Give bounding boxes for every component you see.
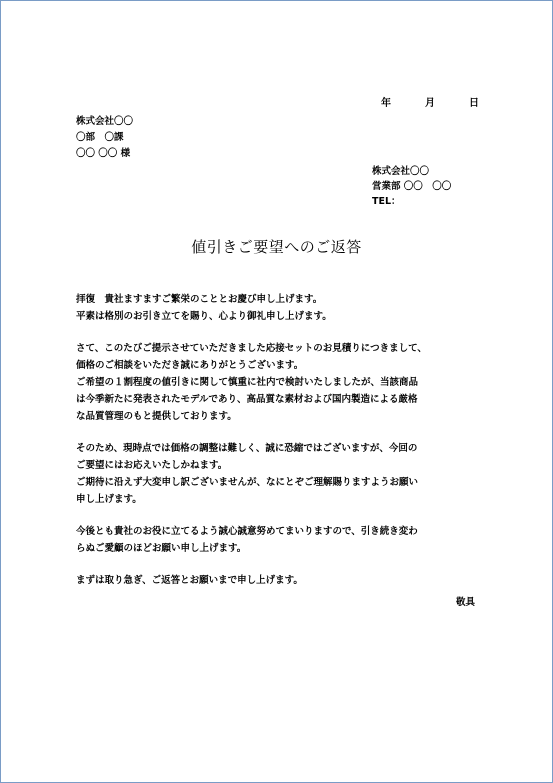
date-month: 月 [425, 98, 435, 109]
paragraph-decision [76, 440, 486, 508]
body-line: ご期待に沿えず大変申し訳ございませんが、なにとぞご理解賜りますようお願い [76, 477, 419, 488]
sender-company: 株式会社〇〇 [372, 166, 430, 177]
body-line: そのため、現時点では価格の調整は難しく、誠に恐縮ではございますが、今回の [76, 443, 418, 454]
body-line: 価格のご相談をいただき誠にありがとうございます。 [76, 360, 304, 371]
date-line [381, 94, 491, 109]
body-line: 申し上げます。 [76, 494, 142, 505]
recipient-company: 株式会社〇〇 [76, 116, 134, 127]
body-line: さて、このたびご提示させていただきました応接セットのお見積りにつきまして、 [76, 343, 427, 354]
body-line: 平素は格別のお引き立てを賜り、心より御礼申し上げます。 [76, 311, 332, 322]
body-line: まずは取り急ぎ、ご返答とお願いまで申し上げます。 [76, 575, 303, 586]
body-line: な品質管理のもと提供しております。 [76, 411, 237, 422]
sender-department-name: 営業部 〇〇 〇〇 [372, 181, 452, 192]
paragraph-future [76, 523, 486, 557]
body-line: は今季新たに発表されたモデルであり、高品質な素材および国内製造による厳格 [76, 394, 418, 405]
letter-body [76, 291, 486, 604]
date-day: 日 [469, 98, 479, 109]
body-line: らぬご愛顧のほどお願い申し上げます。 [76, 543, 247, 554]
body-line: 今後とも貴社のお役に立てるよう誠心誠意努めてまいりますので、引き続き変わ [76, 526, 418, 537]
paragraph-greeting [76, 291, 486, 325]
closing-salutation: 敬具 [456, 597, 476, 608]
recipient-block [76, 114, 133, 162]
body-line: ご要望にはお応えいたしかねます。 [76, 460, 228, 471]
recipient-name: 〇〇 〇〇 様 [76, 148, 131, 159]
date-year: 年 [381, 98, 391, 109]
sender-block [372, 164, 451, 209]
recipient-department: 〇部 〇課 [76, 132, 124, 143]
letter-title: 値引きご要望へのご返答 [191, 238, 362, 256]
sender-tel: TEL： [372, 196, 401, 207]
paragraph-background [76, 340, 486, 425]
body-line: ご希望の１割程度の値引きに関して慎重に社内で検討いたしましたが、当該商品 [76, 377, 419, 388]
body-line: 拝復 貴社ますますご繁栄のこととお慶び申し上げます。 [76, 294, 323, 305]
paragraph-closing-remark [76, 572, 486, 589]
